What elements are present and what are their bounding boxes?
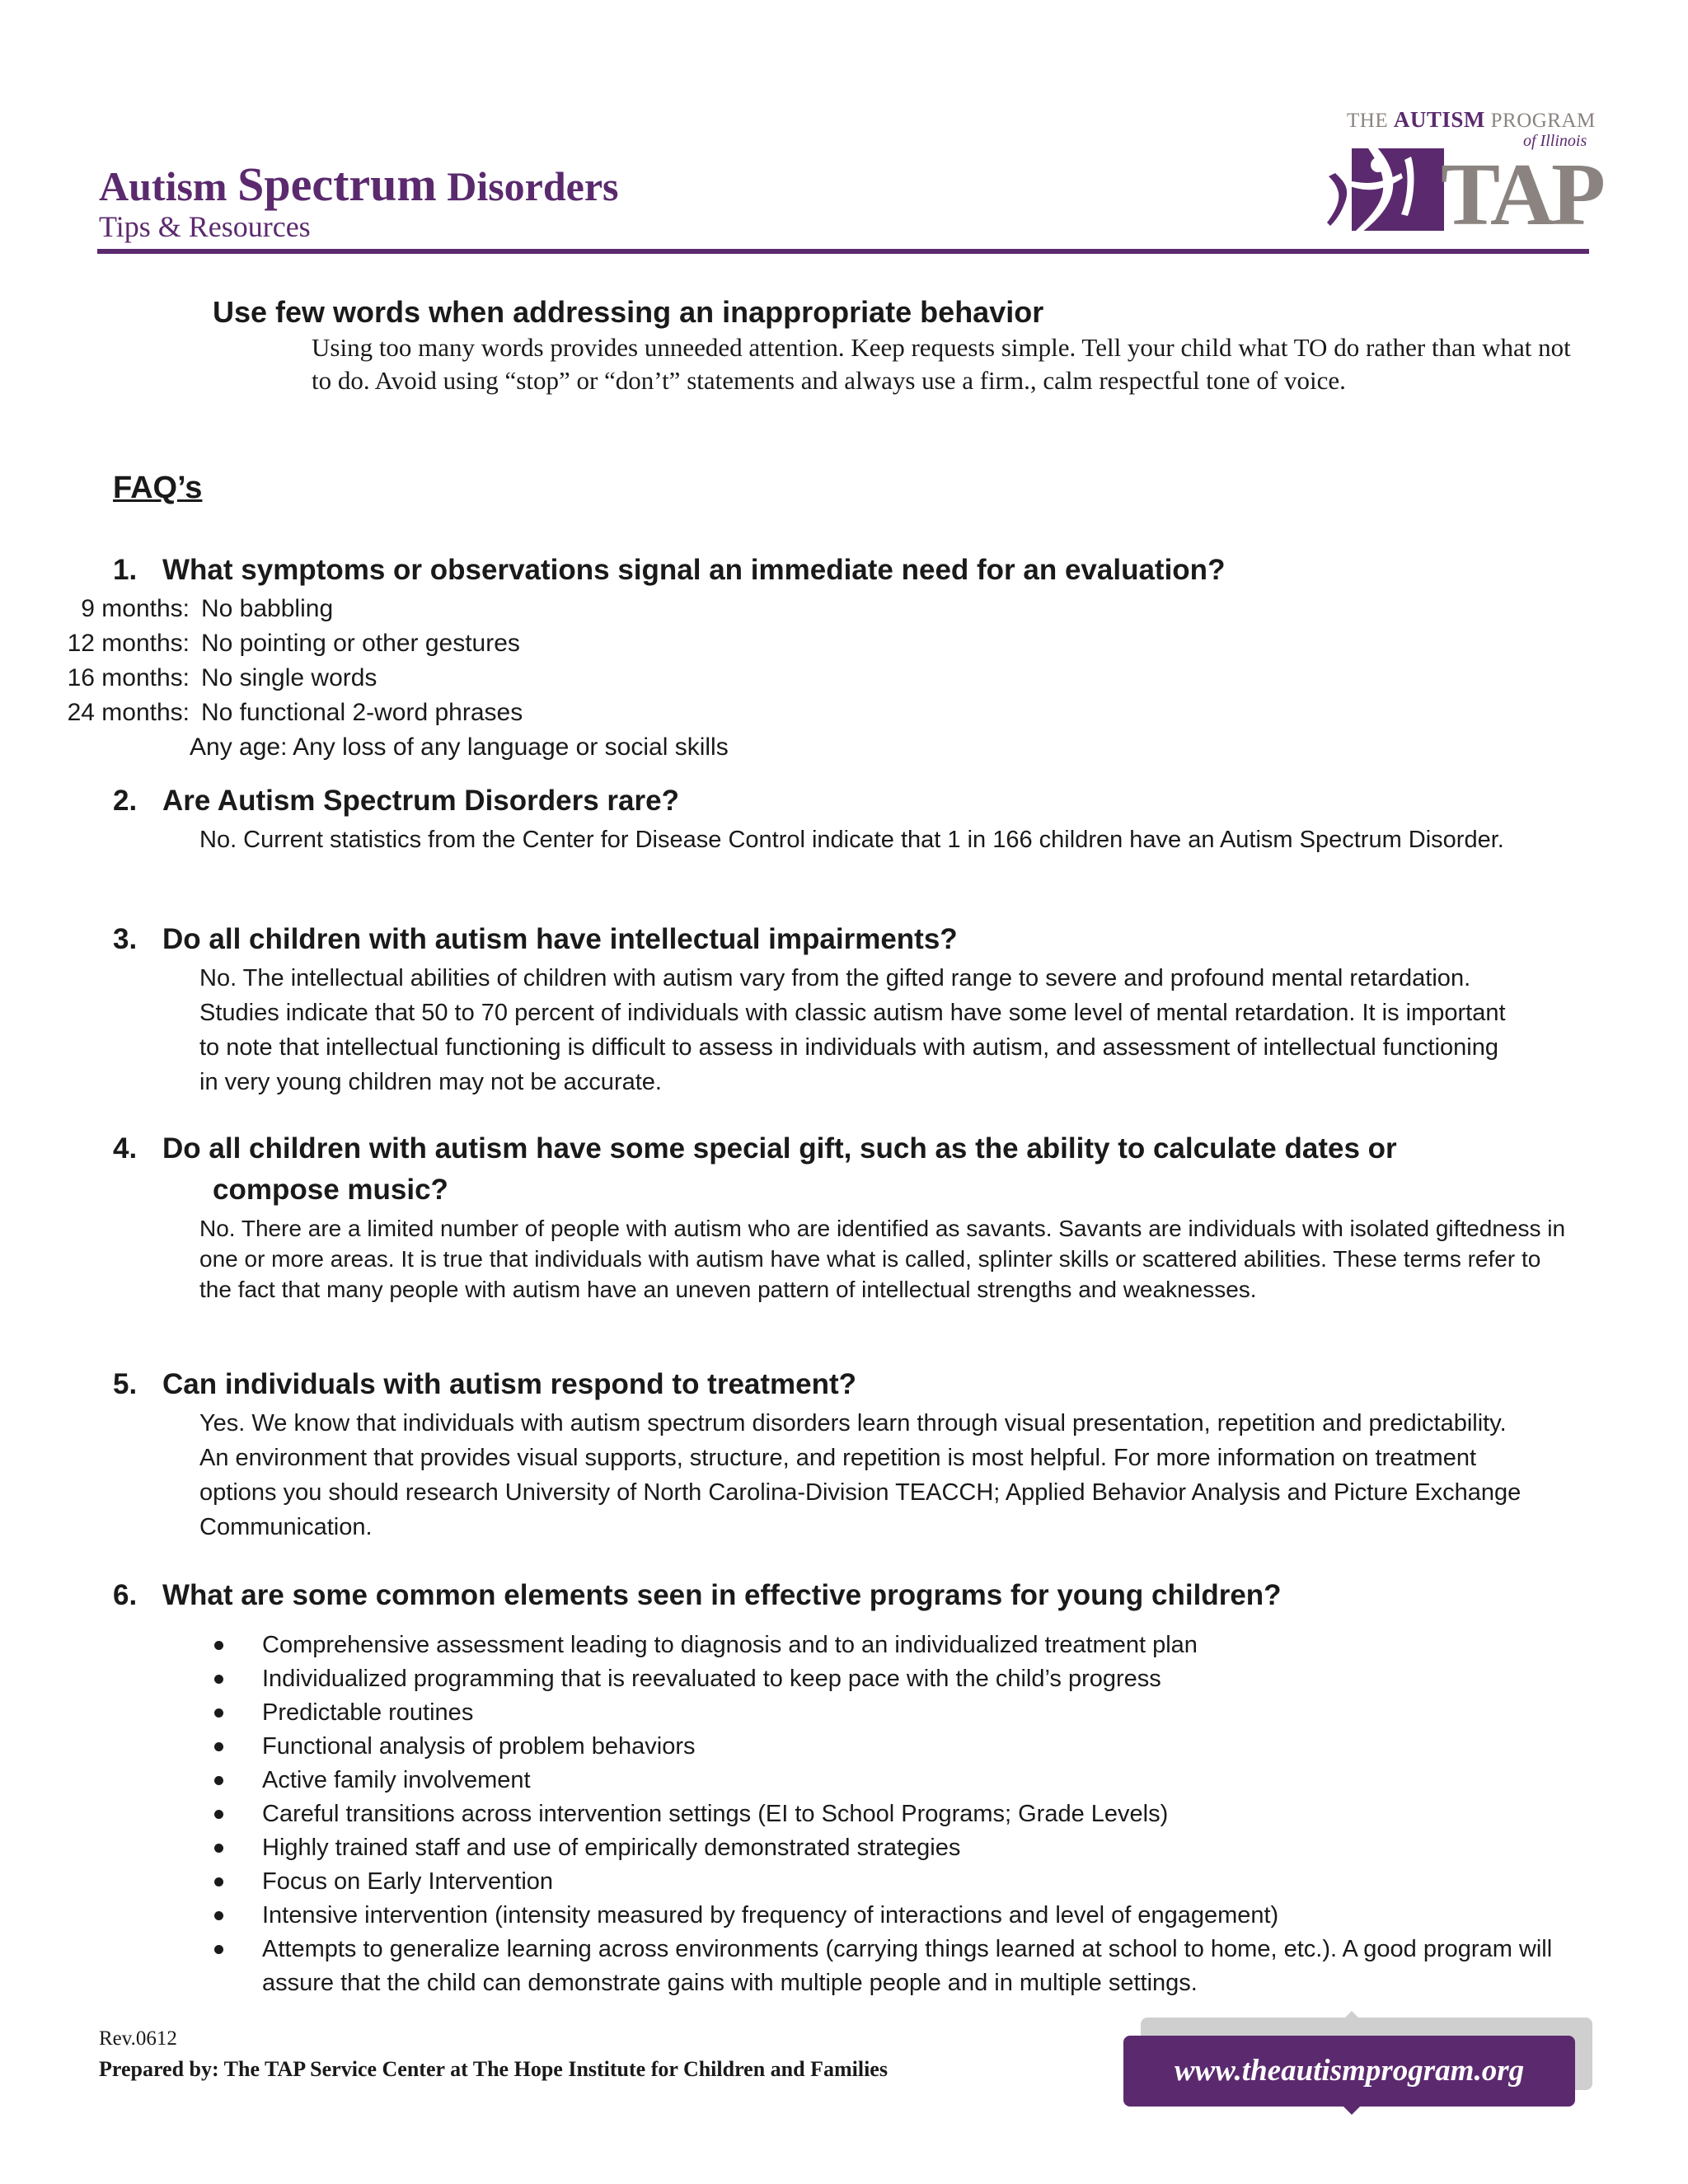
list-item <box>214 1797 1582 1831</box>
faq-question-text: Do all children with autism have some special gift, such as the ability to calculate dates or <box>162 1132 1397 1165</box>
faq-number: 3. <box>113 923 138 955</box>
bullet-icon <box>214 1641 223 1650</box>
faq-question-2 <box>113 785 679 818</box>
faq-answer-5: Yes. We know that individuals with autism spectrum disorders learn through visual presentation, repetition and predictability. An environment that provides visual supports, structure, and repetition is most helpful. For more information on treatment options you should research University of North Carolina-Division TEACCH; Applied Behavior Analysis and Picture Exchange Communication. <box>199 1410 1522 1540</box>
list-item <box>214 1696 1582 1730</box>
bullet-icon <box>214 1945 223 1954</box>
logo-autism-word: AUTISM <box>1393 107 1485 132</box>
faq-question-5 <box>113 1368 856 1401</box>
list-item-text: Intensive intervention (intensity measured by frequency of interactions and level of engagement) <box>262 1902 1279 1929</box>
milestone-row <box>49 626 729 661</box>
list-item <box>214 1831 1582 1865</box>
milestone-row <box>49 696 729 730</box>
bullet-icon <box>214 1742 223 1751</box>
bullet-icon <box>214 1911 223 1920</box>
header-divider <box>97 249 1589 254</box>
list-item <box>214 1899 1582 1933</box>
list-item-text: Attempts to generalize learning across environments (carrying things learned at school to home, etc.). A good program will assure that the child can demonstrate gains with multiple people and in multiple settings. <box>262 1936 1553 1996</box>
faq-number: 2. <box>113 785 138 817</box>
faq-number: 4. <box>113 1132 138 1165</box>
list-item <box>214 1730 1582 1764</box>
faq-question-4-continued: compose music? <box>213 1174 448 1206</box>
faq-question-text: Do all children with autism have intellectual impairments? <box>162 923 958 955</box>
list-item-text: Highly trained staff and use of empirically demonstrated strategies <box>262 1835 961 1861</box>
list-item-text: Comprehensive assessment leading to diagnosis and to an individualized treatment plan <box>262 1632 1198 1658</box>
faq-question-4 <box>113 1132 1397 1165</box>
logo-suffix: PROGRAM <box>1484 110 1596 132</box>
milestone-text: No functional 2-word phrases <box>201 699 523 726</box>
faq-number: 1. <box>113 554 138 586</box>
bullet-icon <box>214 1776 223 1785</box>
document-subtitle: Tips & Resources <box>99 210 311 243</box>
list-item-text: Careful transitions across intervention settings (EI to School Programs; Grade Levels) <box>262 1801 1169 1827</box>
list-item-text: Individualized programming that is reevaluated to keep pace with the child’s progress <box>262 1666 1161 1692</box>
bullet-icon <box>214 1708 223 1718</box>
list-item <box>214 1662 1582 1696</box>
title-word-disorders: Disorders <box>436 163 619 209</box>
list-item-text: Active family involvement <box>262 1767 531 1793</box>
list-item-text: Functional analysis of problem behaviors <box>262 1733 696 1760</box>
faq-answer-4: No. There are a limited number of people with autism who are identified as savants. Savants are individuals with isolated giftedness in one or more areas. It is true that individuals with autism have what is called, splinter skills or scattered abilities. These terms refer to the fact that many people with autism have an uneven pattern of intellectual strengths and weaknesses. <box>199 1216 1566 1302</box>
list-item <box>214 1629 1582 1662</box>
website-link[interactable]: www.theautismprogram.org <box>1174 2054 1525 2088</box>
bullet-icon <box>214 1675 223 1684</box>
url-badge-notch-top <box>1343 2011 1360 2019</box>
url-badge-notch-bottom <box>1343 2107 1360 2115</box>
milestone-row <box>190 730 729 765</box>
list-item-text: Predictable routines <box>262 1699 474 1726</box>
faq-answer-2: No. Current statistics from the Center for Disease Control indicate that 1 in 166 children have an Autism Spectrum Disorder. <box>199 827 1504 853</box>
bullet-icon <box>214 1810 223 1819</box>
faq-number: 5. <box>113 1368 138 1400</box>
milestone-age: 12 months: <box>67 630 190 657</box>
faq-question-text: Are Autism Spectrum Disorders rare? <box>162 785 679 817</box>
effective-program-elements-list <box>214 1629 1582 2000</box>
milestone-text: No single words <box>201 664 377 691</box>
milestone-text: No pointing or other gestures <box>201 630 520 657</box>
milestone-row <box>49 661 729 696</box>
milestone-age: 16 months: <box>67 664 190 691</box>
logo-figure-icon <box>1319 124 1451 239</box>
faq-question-6 <box>113 1579 1282 1612</box>
logo-state: of Illinois <box>1523 132 1587 150</box>
faq-question-3 <box>113 923 958 956</box>
milestone-age: Any age: <box>190 733 288 761</box>
document-title <box>99 157 619 212</box>
milestone-list <box>49 592 729 765</box>
faq-question-text: What symptoms or observations signal an immediate need for an evaluation? <box>162 554 1226 586</box>
faq-question-1 <box>113 554 1225 587</box>
list-item-text: Focus on Early Intervention <box>262 1868 554 1895</box>
list-item <box>214 1933 1582 2000</box>
milestone-text: No babbling <box>201 595 334 622</box>
logo-tap-letters: TAP <box>1441 146 1602 244</box>
milestone-row <box>49 592 729 626</box>
list-item <box>214 1865 1582 1899</box>
bullet-icon <box>214 1877 223 1886</box>
faq-question-text: Can individuals with autism respond to treatment? <box>162 1368 857 1400</box>
milestone-age: 24 months: <box>67 699 190 726</box>
faq-question-text: What are some common elements seen in effective programs for young children? <box>162 1579 1282 1611</box>
title-word-autism: Autism <box>99 163 238 209</box>
intro-heading: Use few words when addressing an inappropriate behavior <box>213 295 1044 329</box>
milestone-age: 9 months: <box>81 595 190 622</box>
milestone-text: Any loss of any language or social skills <box>293 733 729 761</box>
faq-number: 6. <box>113 1579 138 1611</box>
list-item <box>214 1764 1582 1797</box>
faq-section-title: FAQ’s <box>113 471 203 505</box>
bullet-icon <box>214 1844 223 1853</box>
logo-prefix: THE <box>1347 110 1394 132</box>
intro-body: Using too many words provides unneeded attention. Keep requests simple. Tell your child what TO do rather than what not to do. Avoid using “stop” or “don’t” statements and always use a firm., calm respectful tone of voice. <box>312 333 1571 395</box>
revision-label: Rev.0612 <box>99 2027 177 2050</box>
faq-answer-3: No. The intellectual abilities of children with autism vary from the gifted range to severe and profound mental retardation. Studies indicate that 50 to 70 percent of individuals with classic autism have some level of mental retardation. It is important to note that intellectual functioning is difficult to assess in individuals with autism, and assessment of intellectual functioning in very young children may not be accurate. <box>199 965 1506 1095</box>
title-word-spectrum: Spectrum <box>237 157 437 211</box>
prepared-by: Prepared by: The TAP Service Center at The Hope Institute for Children and Families <box>99 2057 888 2081</box>
